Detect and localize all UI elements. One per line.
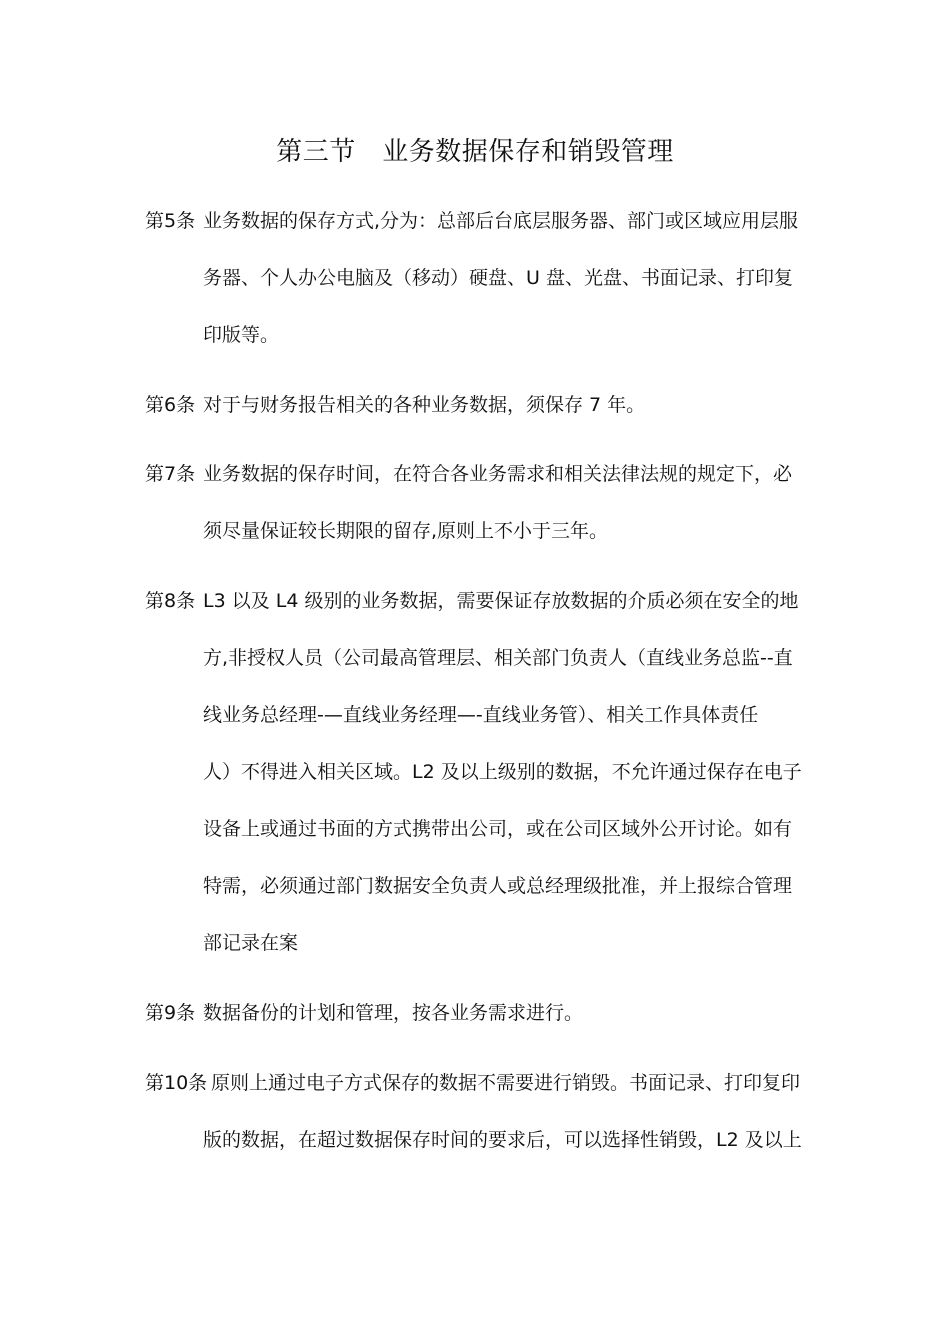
article-text-line: 业务数据的保存方式,分为：总部后台底层服务器、部门或区域应用层服 xyxy=(203,210,799,232)
article-text-line: 设备上或通过书面的方式携带出公司，或在公司区域外公开讨论。如有 xyxy=(203,818,793,840)
article-text-line: 版的数据，在超过数据保存时间的要求后，可以选择性销毁，L2 及以上 xyxy=(203,1129,802,1151)
section-title: 第三节 业务数据保存和销毁管理 xyxy=(276,137,674,167)
article-text-line: 原则上通过电子方式保存的数据不需要进行销毁。书面记录、打印复印 xyxy=(211,1072,801,1094)
article-text-line: 业务数据的保存时间，在符合各业务需求和相关法律法规的规定下，必 xyxy=(203,463,793,485)
article-text-line: 印版等。 xyxy=(203,324,280,346)
article-number: 第8条 xyxy=(145,590,196,612)
article-number: 第6条 xyxy=(145,394,196,416)
article-number: 第9条 xyxy=(145,1002,196,1024)
article-text-line: L3 以及 L4 级别的业务数据，需要保证存放数据的介质必须在安全的地 xyxy=(203,590,799,612)
article-number: 第5条 xyxy=(145,210,196,232)
article-text-line: 对于与财务报告相关的各种业务数据，须保存 7 年。 xyxy=(203,394,646,416)
article-text-line: 线业务总经理-—直线业务经理—-直线业务管）、相关工作具体责任 xyxy=(203,704,759,726)
article-text-line: 须尽量保证较长期限的留存,原则上不小于三年。 xyxy=(203,520,609,542)
article-text-line: 务器、个人办公电脑及（移动）硬盘、U 盘、光盘、书面记录、打印复 xyxy=(203,267,793,289)
article-text-line: 数据备份的计划和管理，按各业务需求进行。 xyxy=(203,1002,584,1024)
article-text-line: 特需，必须通过部门数据安全负责人或总经理级批准，并上报综合管理 xyxy=(203,875,793,897)
article-text-line: 方,非授权人员（公司最高管理层、相关部门负责人（直线业务总监--直 xyxy=(203,647,793,669)
article-text-line: 部记录在案 xyxy=(203,932,299,954)
article-number: 第10条 xyxy=(145,1072,208,1094)
article-text-line: 人）不得进入相关区域。L2 及以上级别的数据，不允许通过保存在电子 xyxy=(203,761,802,783)
article-number: 第7条 xyxy=(145,463,196,485)
